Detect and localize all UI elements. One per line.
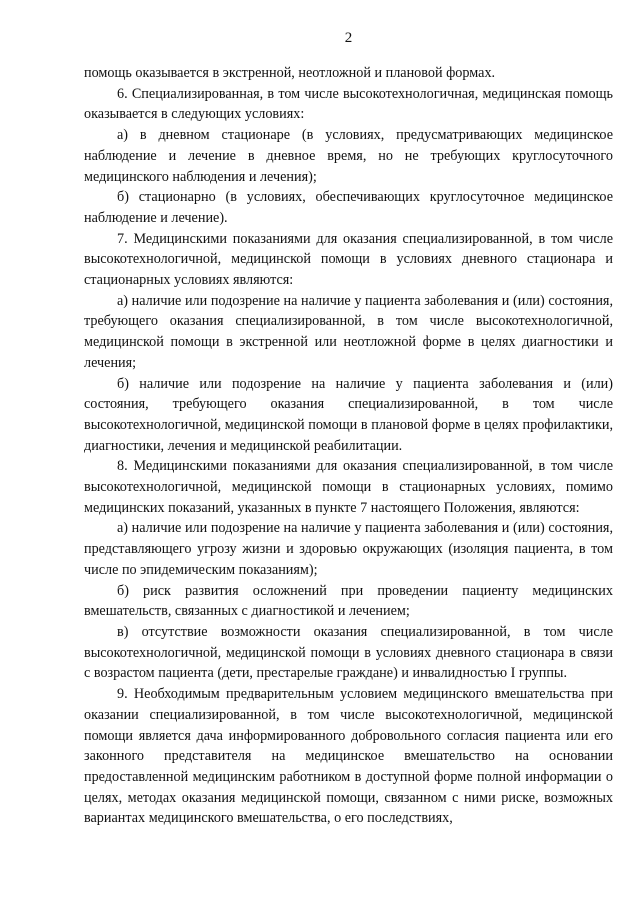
paragraph-item-7: 7. Медицинскими показаниями для оказания специализированной, в том числе высокотехнологичной, медицинской помощи в условиях дневного стационара и стационарных условиях являются: <box>84 230 613 289</box>
paragraph-item-6b: б) стационарно (в условиях, обеспечивающих круглосуточное медицинское наблюдение и лечение). <box>84 189 613 226</box>
paragraph-item-7b: б) наличие или подозрение на наличие у пациента заболевания и (или) состояния, требующего оказания специализированной, в том числе высокотехнологичной, медицинской помощи в плановой форме в целях профилактики, диагностики, лечения и медицинской реабилитации. <box>84 375 613 454</box>
paragraph-continuation: помощь оказывается в экстренной, неотложной и плановой формах. <box>84 65 496 81</box>
paragraph-item-6: 6. Специализированная, в том числе высокотехнологичная, медицинская помощь оказывается в следующих условиях: <box>84 85 613 123</box>
paragraph-item-8: 8. Медицинскими показаниями для оказания специализированной, в том числе высокотехнологичной, медицинской помощи в стационарных условиях, помимо медицинских показаний, указанных в пункте 7 настоящего Положения, являются: <box>84 458 613 516</box>
page-number: 2 <box>344 30 353 46</box>
paragraph-item-6a: а) в дневном стационаре (в условиях, предусматривающих медицинское наблюдение и лечение в дневное время, но не требующих круглосуточного медицинского наблюдения и лечения); <box>84 127 613 185</box>
paragraph-item-8a: а) наличие или подозрение на наличие у пациента заболевания и (или) состояния, представляющего угрозу жизни и здоровью окружающих (изоляция пациента, в том числе по эпидемическим показаниям); <box>84 520 613 578</box>
paragraph-item-7a: а) наличие или подозрение на наличие у пациента заболевания и (или) состояния, требующего оказания специализированной, в том числе высокотехнологичной, медицинской помощи в экстренной или неотложной форме в целях диагностики и лечения; <box>84 292 613 371</box>
paragraph-item-8c: в) отсутствие возможности оказания специализированной, в том числе высокотехнологичной, медицинской помощи в условиях дневного стационара в связи с возрастом пациента (дети, престарелые граждане) и инвалидностью I группы. <box>84 623 613 682</box>
paragraph-item-9: 9. Необходимым предварительным условием медицинского вмешательства при оказании специализированной, в том числе высокотехнологичной, медицинской помощи является дача информированного добровольного согласия пациента или его законного представителя на медицинское вмешательство на основании предоставленной медицинским работником в доступной форме полной информации о целях, методах оказания медицинской помощи, связанном с ними риске, возможных вариантах медицинского вмешательства, о его последствиях, <box>84 686 613 827</box>
paragraph-item-8b: б) риск развития осложнений при проведении пациенту медицинских вмешательств, связанных с диагностикой и лечением; <box>84 582 613 620</box>
